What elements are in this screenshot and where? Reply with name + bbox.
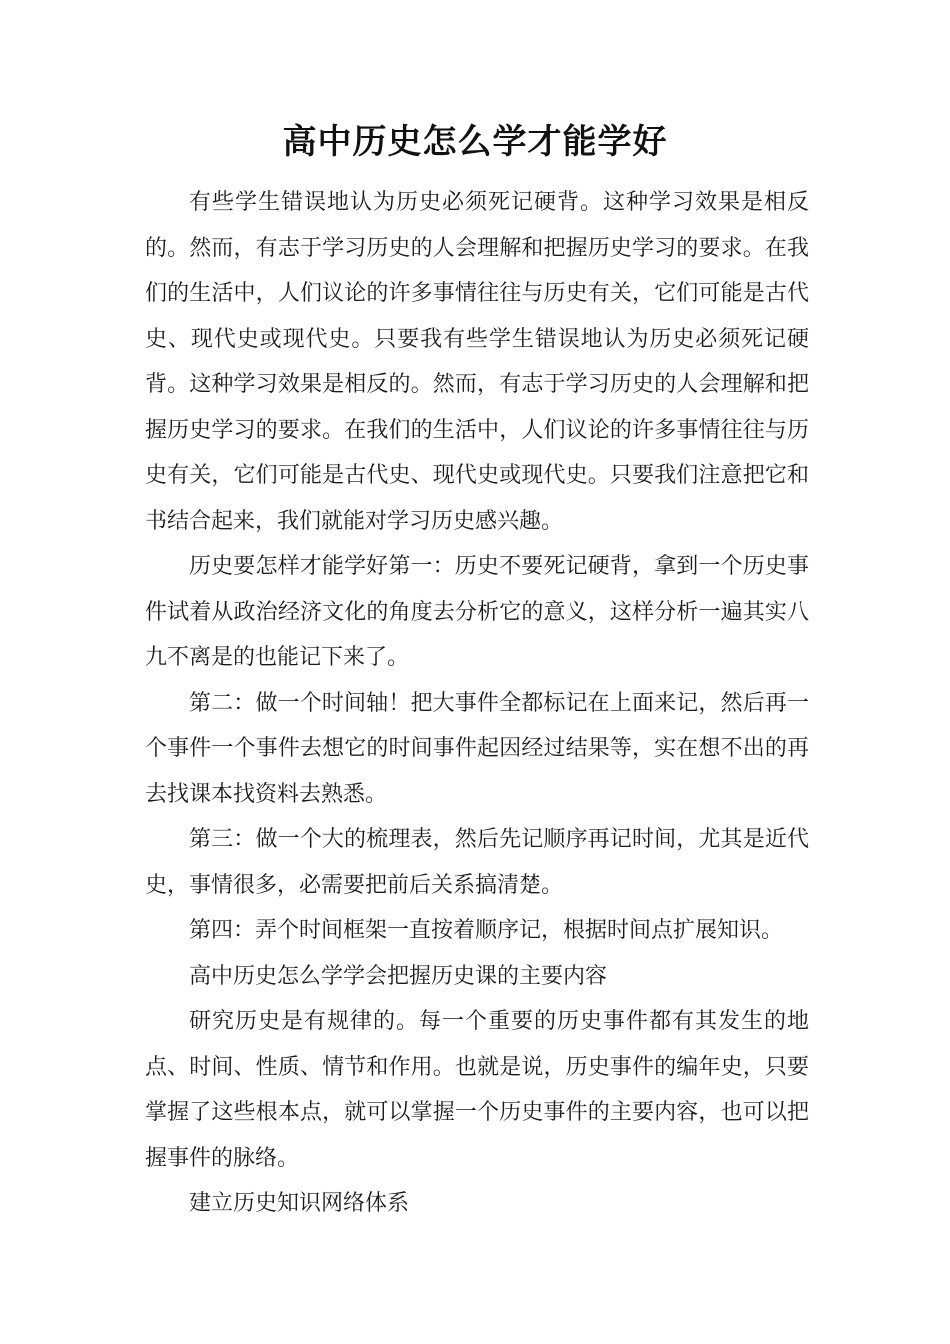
paragraph-method-2: 第二：做一个时间轴！把大事件全都标记在上面来记，然后再一个事件一个事件去想它的时间事件起因经过结果等，实在想不出的再去找课本找资料去熟悉。 (145, 690, 809, 807)
section-heading-knowledge-network: 建立历史知识网络体系 (189, 1191, 410, 1216)
document-title: 高中历史怎么学才能学好 (282, 122, 668, 162)
paragraph-method-4: 第四：弄个时间框架一直按着顺序记，根据时间点扩展知识。 (189, 918, 784, 943)
paragraph-method-1: 历史要怎样才能学好第一：历史不要死记硬背，拿到一个历史事件试着从政治经济文化的角度去分析它的意义，这样分析一遍其实八九不离是的也能记下来了。 (145, 554, 809, 670)
section-heading-main-content: 高中历史怎么学学会把握历史课的主要内容 (189, 963, 608, 989)
paragraph-intro: 有些学生错误地认为历史必须死记硬背。这种学习效果是相反的。然而，有志于学习历史的人会理解和把握历史学习的要求。在我们的生活中，人们议论的许多事情往往与历史有关，它们可能是古代史、现代史或现代史。只要我有些学生错误地认为历史必须死记硬背。这种学习效果是相反的。然而，有志于学习历史的人会理解和把握历史学习的要求。在我们的生活中，人们议论的许多事情往往与历史有关，它们可能是古代史、现代史或现代史。只要我们注意把它和书结合起来，我们就能对学习历史感兴趣。 (145, 190, 809, 534)
paragraph-method-3: 第三：做一个大的梳理表，然后先记顺序再记时间，尤其是近代史，事情很多，必需要把前后关系搞清楚。 (145, 827, 809, 898)
paragraph-main-content: 研究历史是有规律的。每一个重要的历史事件都有其发生的地点、时间、性质、情节和作用。也就是说，历史事件的编年史，只要掌握了这些根本点，就可以掌握一个历史事件的主要内容，也可以把握事件的脉络。 (145, 1009, 809, 1171)
document-body (145, 180, 809, 1227)
